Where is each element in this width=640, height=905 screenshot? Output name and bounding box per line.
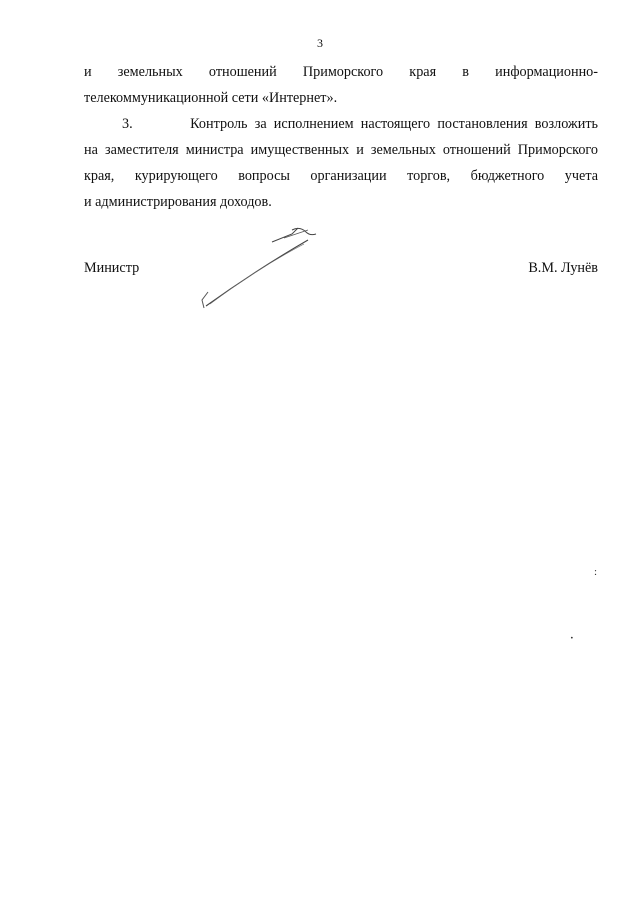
paragraph-2-line-1	[84, 111, 598, 137]
scan-speck: ·	[570, 632, 574, 644]
paragraph-2-line-4: и администрирования доходов.	[84, 194, 272, 210]
handwritten-signature	[196, 220, 326, 316]
page-number: 3	[317, 36, 323, 50]
paragraph-1-line-2: телекоммуникационной сети «Интернет».	[84, 90, 338, 106]
paragraph-2-line-1-text: Контроль за исполнением настоящего постановления возложить	[190, 116, 598, 132]
paragraph-2	[84, 111, 598, 215]
signatory-title: Министр	[84, 260, 140, 276]
scan-speck: :	[594, 566, 598, 578]
paragraph-2-line-2: на заместителя министра имущественных и земельных отношений Приморского	[84, 142, 598, 158]
paragraph-2-line-3: края, курирующего вопросы организации торгов, бюджетного учета	[84, 168, 598, 184]
paragraph-1-line-1: и земельных отношений Приморского края в информационно-	[84, 64, 598, 80]
paragraph-1	[84, 59, 598, 111]
signatory-name: В.М. Лунёв	[528, 260, 598, 276]
paragraph-2-number: 3.	[122, 116, 133, 132]
